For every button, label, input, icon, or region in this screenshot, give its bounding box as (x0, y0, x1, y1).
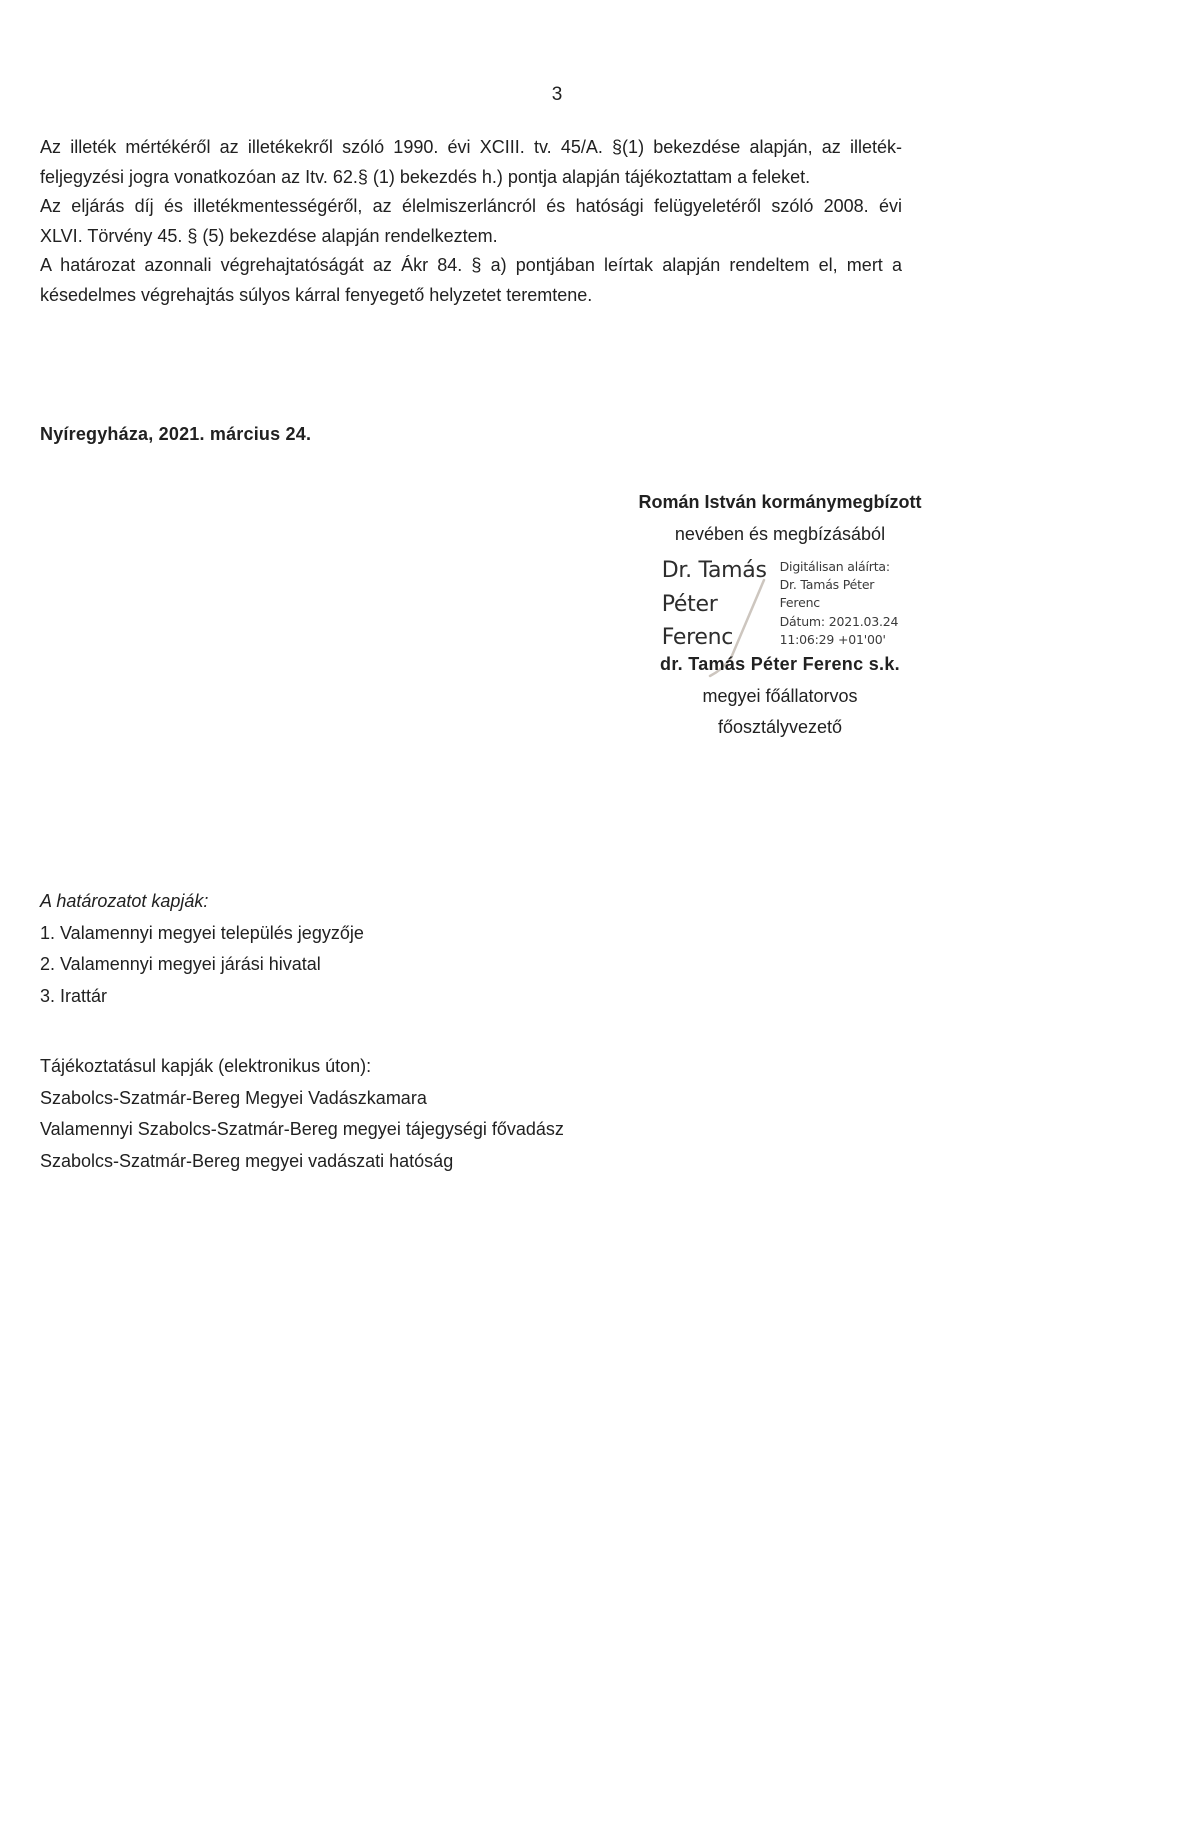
recipients-list (40, 886, 364, 1012)
signer-title-2: főosztályvezető (717, 717, 843, 737)
text-line: Az illeték mértékéről az illetékekről szóló 1990. évi XCIII. tv. 45/A. §(1) bekezdése alapján, az illeték- (40, 137, 902, 157)
stamp-details-line: Digitálisan aláírta: (779, 559, 890, 574)
text-line: A határozat azonnali végrehajtatóságát az Ákr 84. § a) pontjában leírtak alapján rendeltem el, mert a (40, 255, 902, 275)
text-line: Az eljárás díj és illetékmentességéről, az élelmiszerláncról és hatósági felügyeletéről szóló 2008. évi (40, 196, 902, 216)
cc-heading: Tájékoztatásul kapják (elektronikus úton): (40, 1056, 372, 1076)
stamp-name-line: Ferenc (661, 625, 734, 650)
text-line: késedelmes végrehajtás súlyos kárral fenyegető helyzetet teremtene. (40, 284, 593, 305)
digital-signature-stamp (590, 554, 970, 655)
stamp-details-line: Ferenc (779, 595, 820, 611)
stamp-signature-details (780, 554, 899, 649)
authority-name: Román István kormánymegbízott (638, 492, 922, 512)
authority-subline: nevében és megbízásából (674, 524, 886, 544)
signer-title-1: megyei főállatorvos (702, 686, 858, 706)
body-text (40, 133, 902, 310)
page-number: 3 (551, 84, 563, 105)
recipient-item: 2. Valamennyi megyei járási hivatal (40, 954, 321, 974)
cc-item: Szabolcs-Szatmár-Bereg Megyei Vadászkamara (40, 1087, 427, 1108)
signature-block (590, 490, 970, 760)
cc-item: Valamennyi Szabolcs-Szatmár-Bereg megyei tájegységi fővadász (40, 1119, 564, 1139)
cc-item: Szabolcs-Szatmár-Bereg megyei vadászati hatóság (40, 1150, 454, 1171)
stamp-details-line: 11:06:29 +01'00' (779, 631, 886, 647)
cc-list (40, 1051, 564, 1177)
stamp-name-line: Dr. Tamás (661, 558, 767, 583)
stamp-signer-name (662, 554, 767, 655)
recipient-item: 1. Valamennyi megyei település jegyzője (40, 922, 364, 943)
recipients-heading: A határozatot kapják: (40, 891, 209, 911)
recipient-item: 3. Irattár (40, 985, 108, 1006)
stamp-details-line: Dátum: 2021.03.24 (779, 613, 899, 629)
text-line: feljegyzési jogra vonatkozóan az Itv. 62.§ (1) bekezdés h.) pontja alapján tájékoztattam a feleket. (40, 166, 811, 187)
text-line: XLVI. Törvény 45. § (5) bekezdése alapján rendelkeztem. (40, 225, 498, 246)
signer-name: dr. Tamás Péter Ferenc s.k. (660, 654, 900, 674)
stamp-name-line: Péter (661, 591, 718, 617)
dateline: Nyíregyháza, 2021. március 24. (40, 424, 312, 444)
stamp-details-line: Dr. Tamás Péter (779, 577, 875, 593)
